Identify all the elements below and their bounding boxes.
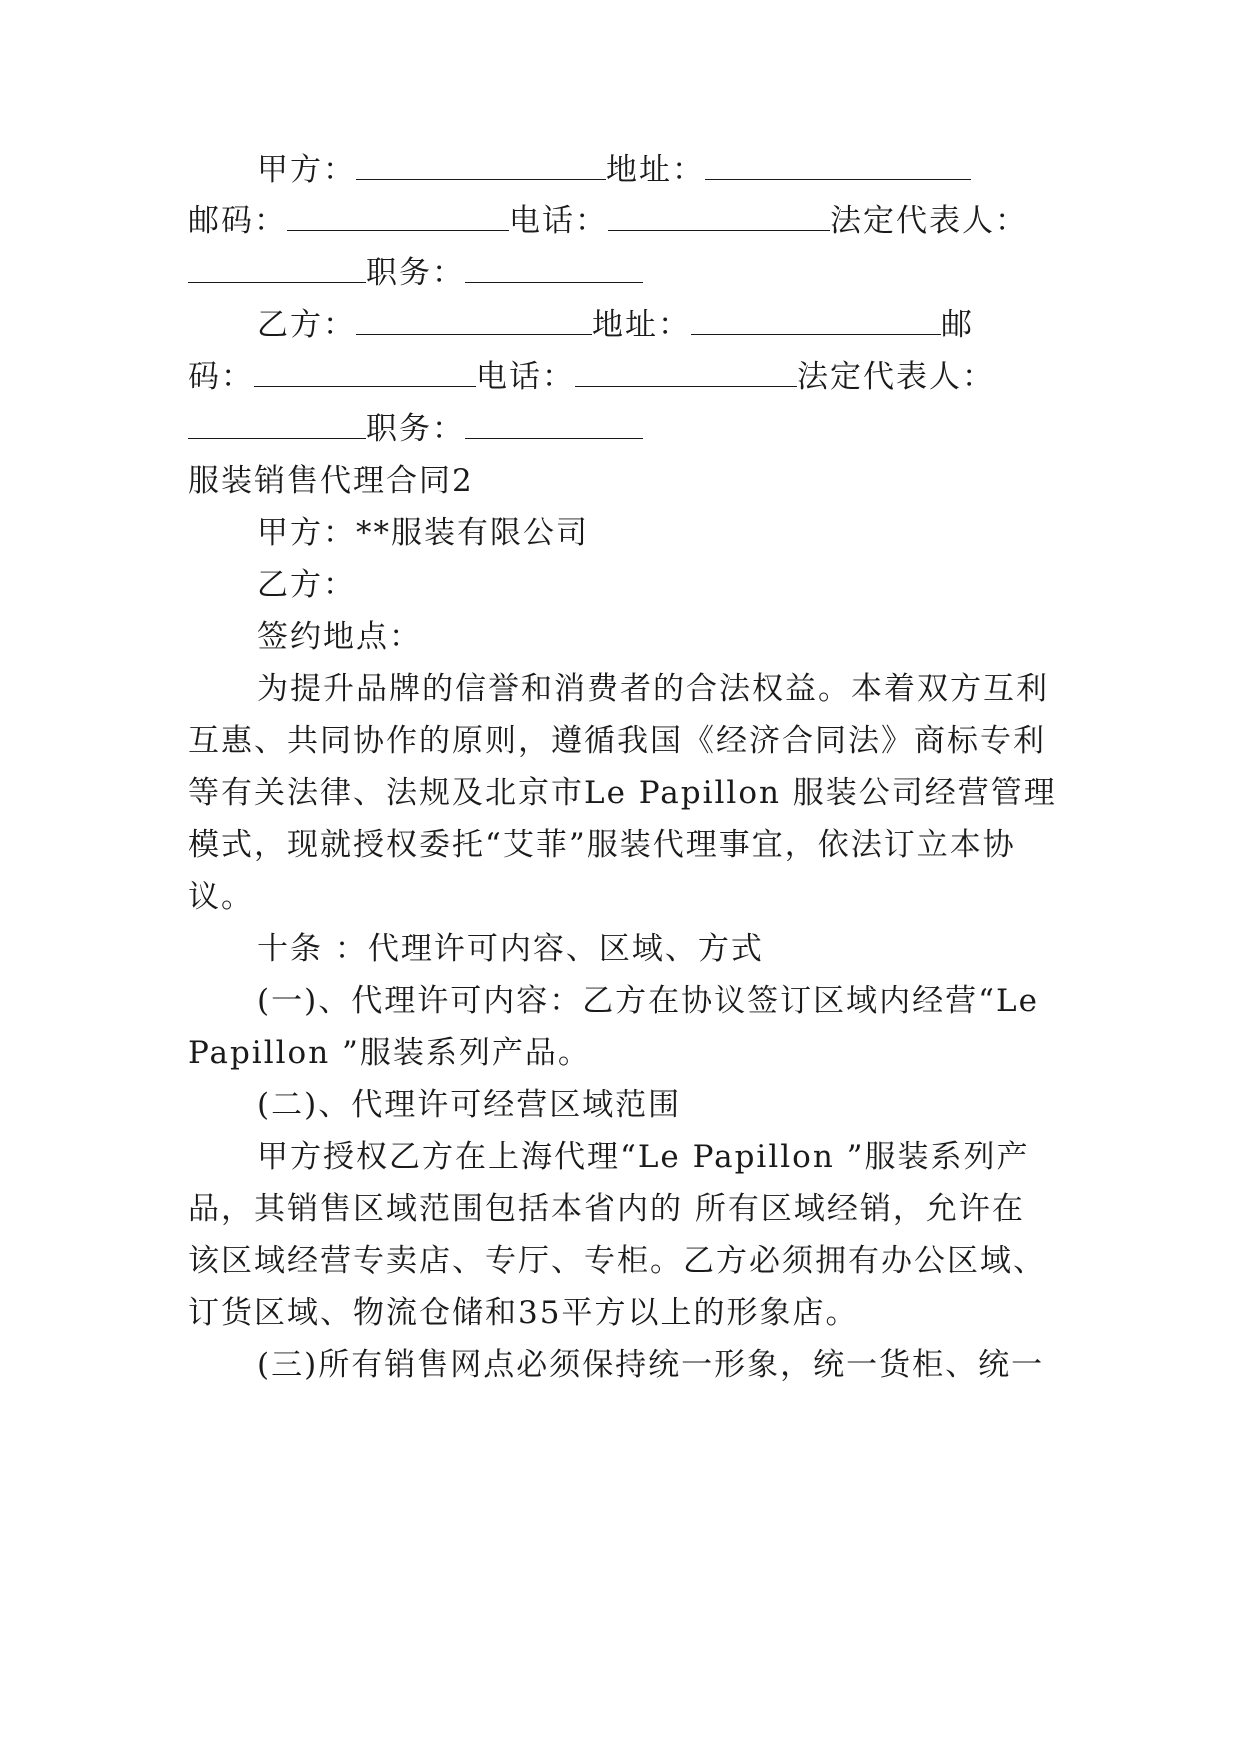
item2-line: 该区域经营专卖店、专厅、专柜。乙方必须拥有办公区域、 — [188, 1243, 1046, 1279]
item1-line: (一)、代理许可内容：乙方在协议签订区域内经营“Le — [257, 983, 1039, 1019]
preamble-line: 议。 — [188, 879, 254, 915]
party-b-phone-blank — [575, 358, 797, 387]
party-b-contact-line — [188, 357, 1068, 397]
party-a-label: 甲方： — [257, 152, 356, 188]
party-b-address-tail: 邮 — [941, 307, 974, 343]
party-a-rep-blank — [188, 254, 366, 283]
item2-line: 品，其销售区域范围包括本省内的 所有区域经销，允许在 — [188, 1191, 1025, 1227]
party-a-address-label: 地址： — [606, 152, 705, 188]
party-b-label: 乙方： — [257, 307, 356, 343]
party-b-postcode-label: 码： — [188, 359, 254, 395]
article-heading: 十条 ：代理许可内容、区域、方式 — [257, 931, 764, 967]
party-a-phone-blank — [608, 202, 830, 231]
party-a-address-blank — [705, 151, 971, 180]
contract-title: 服装销售代理合同2 — [188, 463, 474, 499]
party-a-phone-label: 电话： — [509, 203, 608, 239]
party-a-position-label: 职务： — [366, 255, 465, 291]
contract-sign-place: 签约地点： — [257, 619, 422, 655]
party-b-position-label: 职务： — [366, 411, 465, 447]
item2-heading: (二)、代理许可经营区域范围 — [257, 1087, 682, 1123]
party-a-contact-line — [188, 201, 1068, 241]
party-a-line — [257, 150, 1068, 190]
contract-party-a: 甲方：**服装有限公司 — [257, 515, 589, 551]
party-b-rep-blank — [188, 410, 366, 439]
preamble-line: 为提升品牌的信誉和消费者的合法权益。本着双方互利 — [257, 671, 1049, 707]
party-a-postcode-blank — [287, 202, 509, 231]
party-b-position-blank — [465, 410, 643, 439]
item1-line: Papillon ”服装系列产品。 — [188, 1035, 591, 1071]
party-b-postcode-blank — [254, 358, 476, 387]
party-b-address-label: 地址： — [592, 307, 691, 343]
party-b-phone-label: 电话： — [476, 359, 575, 395]
party-a-rep-label: 法定代表人： — [830, 203, 1028, 239]
party-b-position-line — [188, 409, 1068, 449]
preamble-line: 等有关法律、法规及北京市Le Papillon 服装公司经营管理 — [188, 775, 1057, 811]
party-a-position-blank — [465, 254, 643, 283]
party-b-address-blank — [691, 306, 941, 335]
preamble-line: 互惠、共同协作的原则，遵循我国《经济合同法》商标专利 — [188, 723, 1046, 759]
party-a-blank — [356, 151, 606, 180]
item2-line: 订货区域、物流仓储和35平方以上的形象店。 — [188, 1295, 859, 1331]
item2-line: 甲方授权乙方在上海代理“Le Papillon ”服装系列产 — [257, 1139, 1030, 1175]
item3-line: (三)所有销售网点必须保持统一形象，统一货柜、统一 — [257, 1347, 1045, 1383]
party-b-rep-label: 法定代表人： — [797, 359, 995, 395]
party-a-position-line — [188, 253, 1068, 293]
party-b-line — [257, 305, 1068, 345]
preamble-line: 模式，现就授权委托“艾菲”服装代理事宜，依法订立本协 — [188, 827, 1016, 863]
party-b-blank — [356, 306, 592, 335]
party-a-postcode-label: 邮码： — [188, 203, 287, 239]
contract-party-b: 乙方： — [257, 567, 356, 603]
